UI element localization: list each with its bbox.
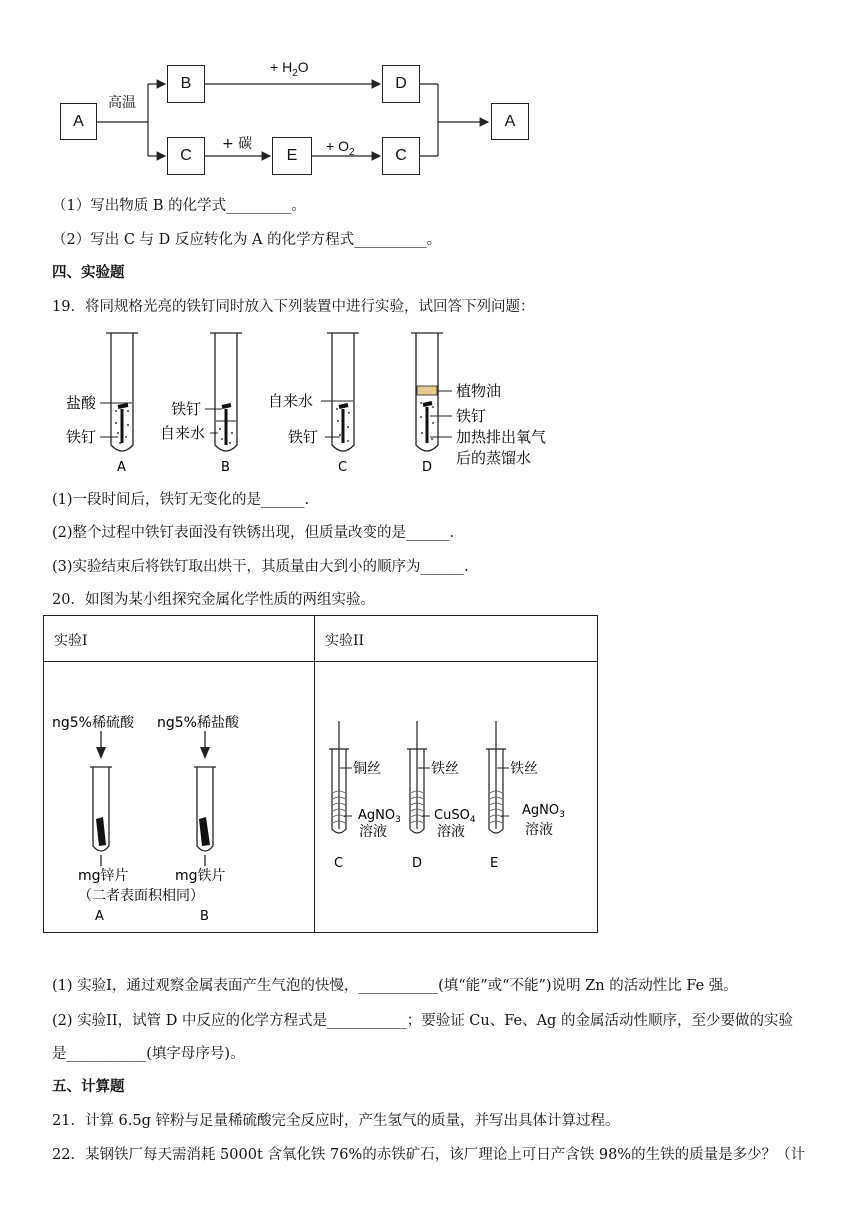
- section-heading-5: 五、计算题: [52, 1078, 125, 1095]
- exp2-c-solution: [358, 808, 401, 825]
- exp2-d-solution: [434, 808, 476, 825]
- h2o-pre: + H: [270, 59, 293, 75]
- q19-d-water-line2: 后的蒸馏水: [456, 449, 532, 467]
- q20-part2-line1: (2) 实验II，试管 D 中反应的化学方程式是___________；要验证 Cu、Fe、Ag 的金属活动性顺序，至少要做的实验: [52, 1013, 793, 1029]
- exp2-d-solution2: 溶液: [437, 824, 465, 840]
- q19-tubes-figure: [0, 325, 860, 485]
- exp2-c-wire: 铜丝: [353, 761, 381, 777]
- q19-c-letter: C: [338, 460, 348, 475]
- exp2-e-solution: [522, 803, 565, 820]
- exp2-c-solution2: 溶液: [359, 824, 387, 840]
- exp1-zinc-a: mg锌片: [78, 868, 129, 884]
- exp2-e-wire: 铁丝: [510, 761, 538, 777]
- exp1-acid-b: ng5%稀盐酸: [157, 715, 239, 731]
- q19-d-oil: 植物油: [456, 382, 502, 400]
- node-d: D: [382, 65, 420, 103]
- q20-part1: (1) 实验I，通过观察金属表面产生气泡的快慢，___________(填“能”或“不能”)说明 Zn 的活动性比 Fe 强。: [52, 978, 738, 994]
- exp2-e-sol-sub: 3: [559, 810, 565, 820]
- exp1-figure: [44, 661, 314, 931]
- node-a-left: A: [60, 103, 97, 140]
- exp2-e-sol-pre: AgNO: [522, 803, 560, 818]
- exp2-d-wire: 铁丝: [431, 761, 459, 777]
- exp2-figure: [314, 661, 598, 931]
- q19-d-water-line1: 加热排出氧气: [456, 428, 547, 446]
- label-plus-o2: [326, 137, 355, 162]
- section-heading-4: 四、实验题: [52, 264, 125, 281]
- node-b: B: [167, 65, 205, 103]
- q21-text: 21．计算 6.5g 锌粉与足量稀硫酸完全反应时，产生氢气的质量，并写出具体计算过程。: [52, 1113, 620, 1129]
- exp2-c-sol-sub: 3: [395, 815, 401, 825]
- q19-c-nail: 铁钉: [288, 428, 319, 446]
- flow-arrows: [0, 0, 860, 175]
- q19-a-letter: A: [117, 460, 126, 475]
- node-e: E: [272, 137, 312, 175]
- exp2-d-sol-sub: 4: [469, 815, 476, 825]
- q20-stem: 20．如图为某小组探究金属化学性质的两组实验。: [52, 592, 375, 608]
- q19-b-nail: 铁钉: [171, 400, 202, 418]
- q19-part2: (2)整个过程中铁钉表面没有铁锈出现，但质量改变的是______.: [52, 525, 455, 541]
- q19-d-letter: D: [422, 460, 433, 475]
- q22-text: 22．某钢铁厂每天需消耗 5000t 含氧化铁 76%的赤铁矿石，该厂理论上可日产含铁 98%的生铁的质量是多少？（计: [52, 1147, 806, 1163]
- exp1-letter-b: B: [200, 909, 209, 924]
- o2-pre: + O: [326, 138, 349, 154]
- q19-d-nail: 铁钉: [456, 407, 487, 425]
- label-plus-tan: + 碳: [222, 136, 253, 152]
- label-gaowen: 高温: [108, 95, 136, 111]
- label-plus-h2o: [270, 58, 309, 83]
- exp2-title: 实验II: [325, 633, 365, 649]
- exp2-d-letter: D: [412, 856, 423, 871]
- q19-b-water: 自来水: [160, 424, 206, 442]
- q19-a-nail: 铁钉: [66, 428, 97, 446]
- q18-part2: （2）写出 C 与 D 反应转化为 A 的化学方程式__________。: [52, 232, 442, 248]
- q19-c-water: 自来水: [268, 392, 314, 410]
- q19-part1: (1)一段时间后，铁钉无变化的是______.: [52, 492, 310, 508]
- q19-part3: (3)实验结束后将铁钉取出烘干，其质量由大到小的顺序为______.: [52, 559, 469, 575]
- o2-sub: 2: [348, 146, 355, 158]
- exp1-title: 实验I: [54, 633, 88, 649]
- exp2-c-letter: C: [334, 856, 344, 871]
- q19-stem: 19．将同规格光亮的铁钉同时放入下列装置中进行实验，试回答下列问题：: [52, 299, 535, 315]
- node-c-low: C: [167, 137, 205, 175]
- h2o-sub: 2: [292, 67, 298, 79]
- q18-part1: （1）写出物质 B 的化学式_________。: [52, 198, 306, 214]
- q20-part2-line2: 是___________(填字母序号)。: [52, 1046, 245, 1062]
- node-c-right: C: [382, 137, 420, 175]
- exp1-acid-a: ng5%稀硫酸: [52, 715, 134, 731]
- exp2-e-solution2: 溶液: [525, 822, 553, 838]
- exp1-zinc-b: mg铁片: [175, 868, 226, 884]
- q19-a-acid: 盐酸: [66, 394, 97, 412]
- node-a-right: A: [491, 103, 529, 140]
- q19-b-letter: B: [221, 460, 230, 475]
- exp2-e-letter: E: [490, 856, 499, 871]
- exp1-letter-a: A: [95, 909, 104, 924]
- exp2-c-sol-pre: AgNO: [358, 808, 396, 823]
- h2o-post: O: [297, 59, 309, 75]
- exp1-note: （二者表面积相同）: [78, 888, 204, 904]
- exp2-d-sol-pre: CuSO: [434, 808, 470, 823]
